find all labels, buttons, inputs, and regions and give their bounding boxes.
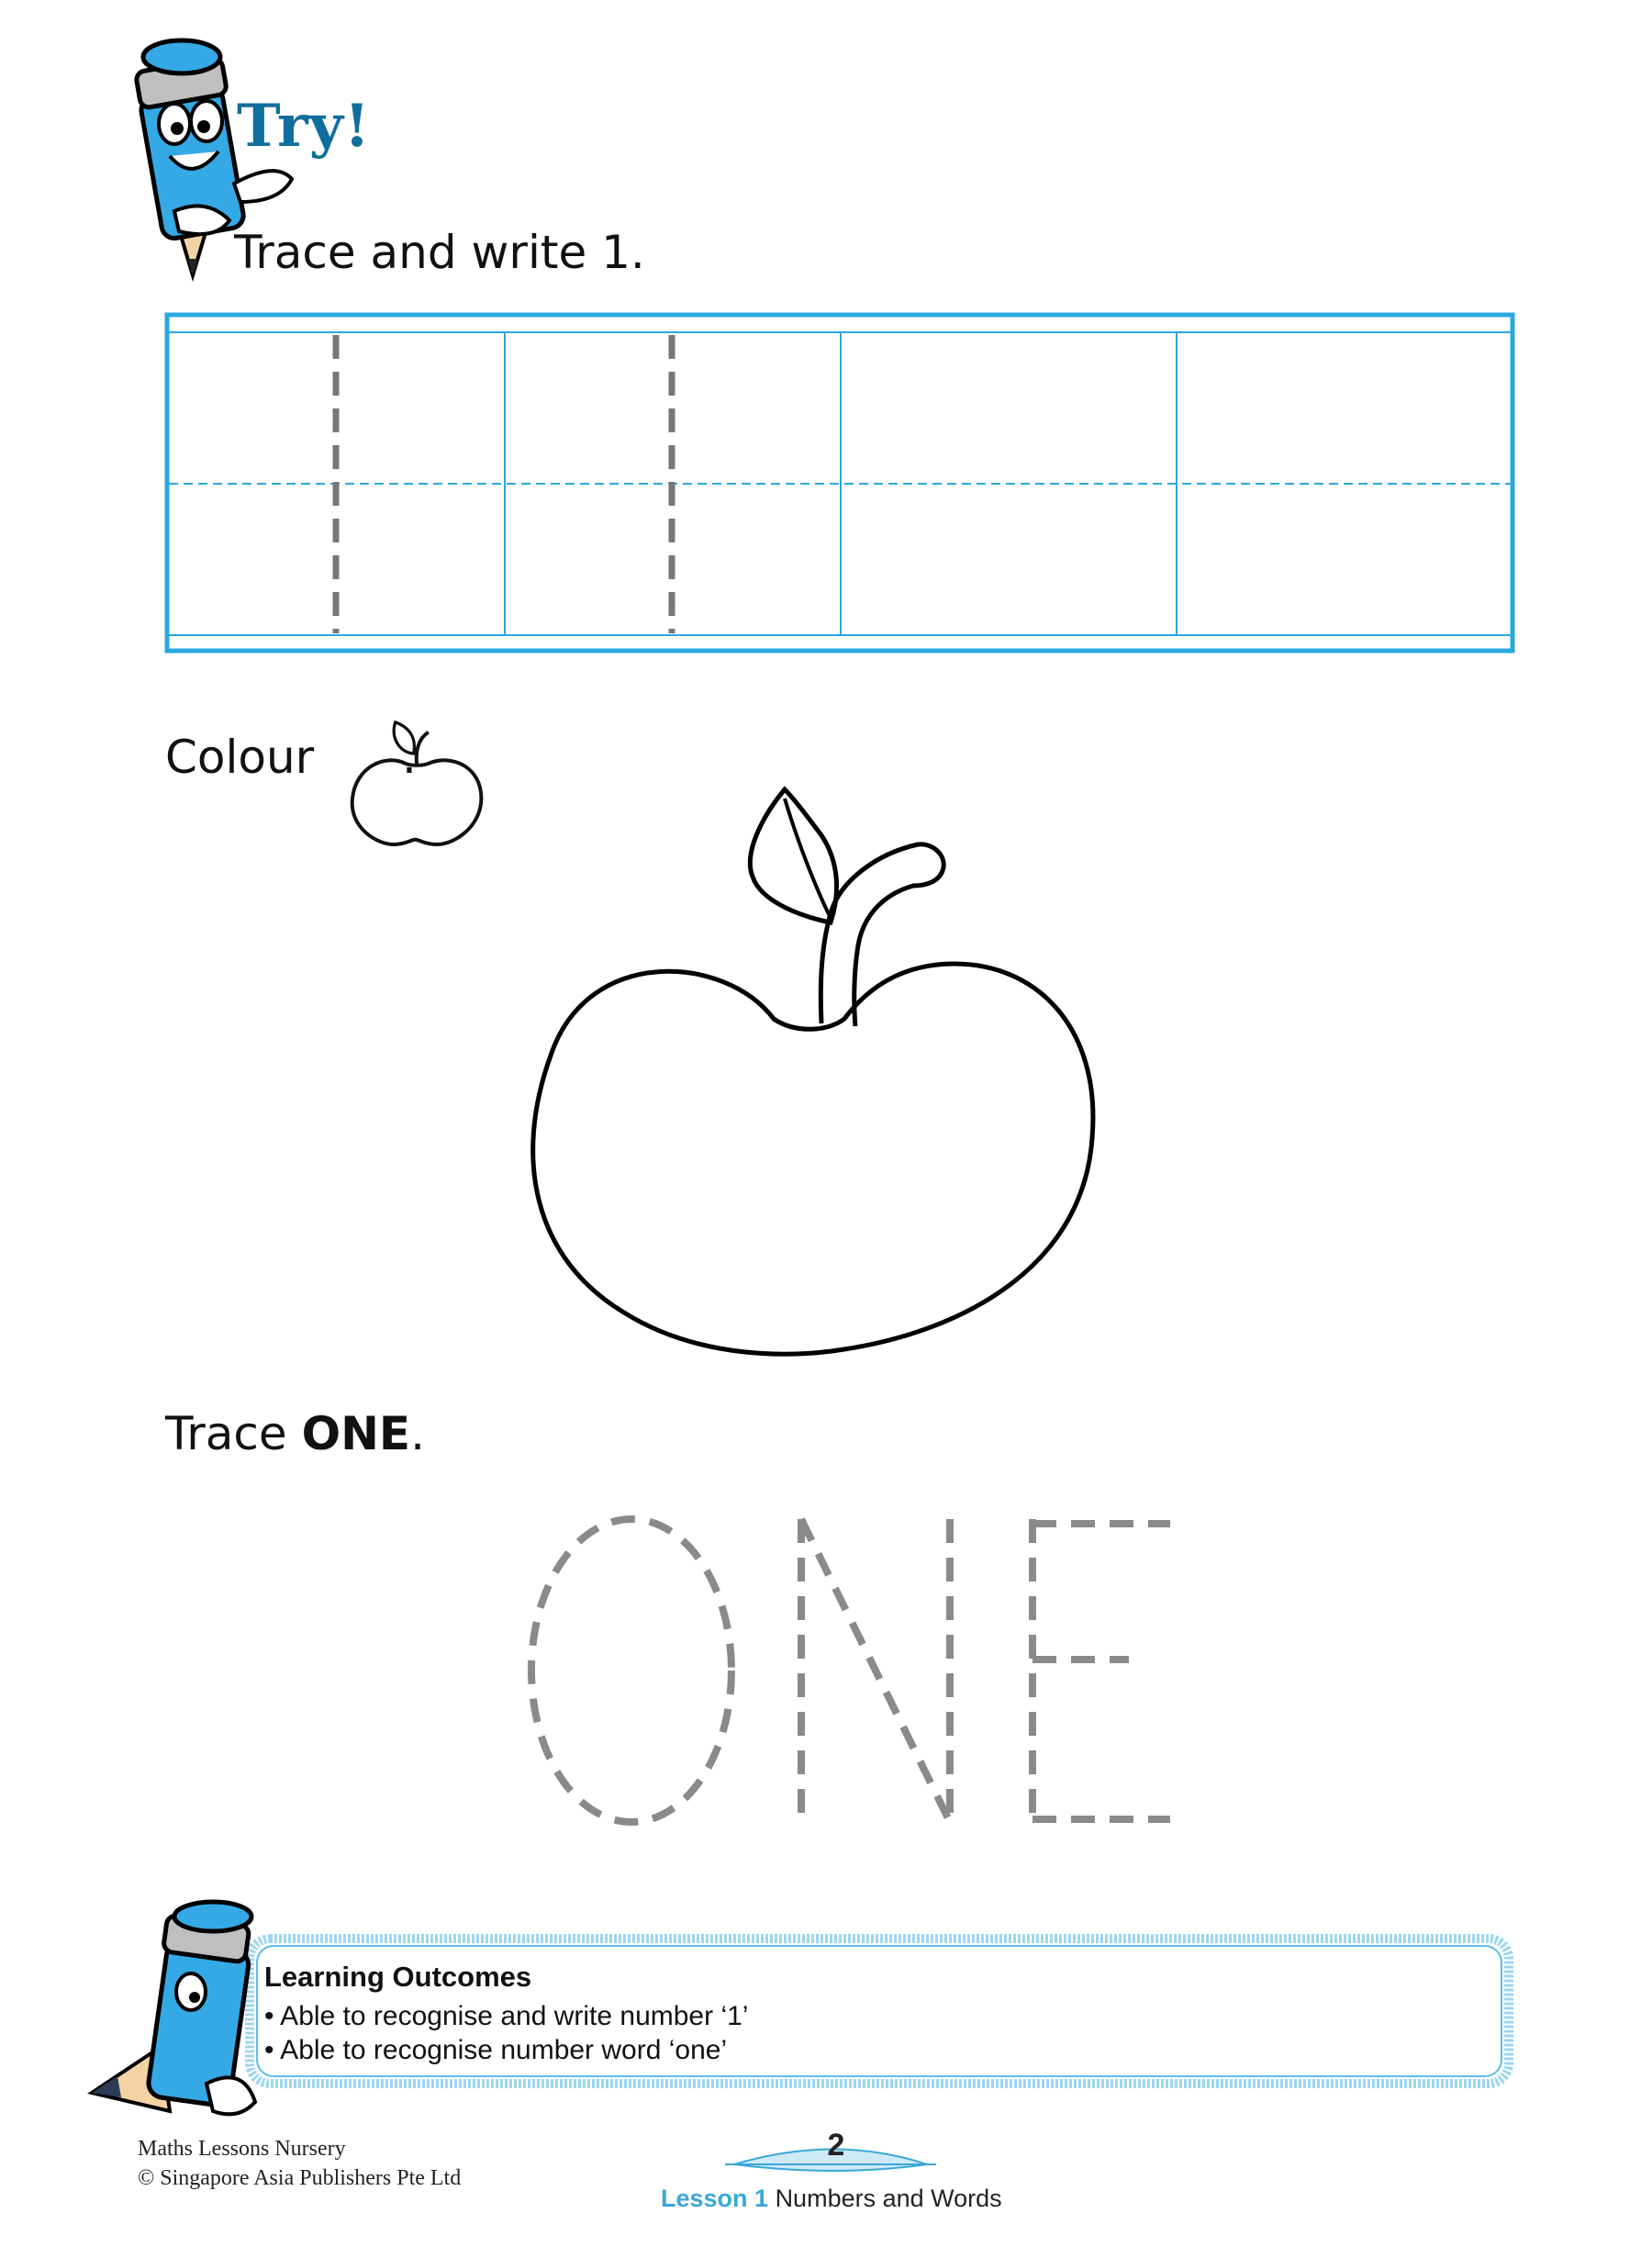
footer-lesson: [661, 2185, 1002, 2213]
apple-outline: [533, 789, 1093, 1354]
footer-series: Maths Lessons Nursery: [138, 2137, 346, 2161]
lesson-label: Lesson 1: [661, 2185, 769, 2212]
learning-outcome-item: • Able to recognise and write number ‘1’: [264, 2001, 749, 2031]
instruction-colour: Colour: [165, 731, 315, 784]
page-number: 2: [827, 2128, 845, 2163]
tracing-box: [167, 315, 1512, 651]
trace-letter-n-diag: [801, 1519, 950, 1822]
footer-copyright: © Singapore Asia Publishers Pte Ltd: [138, 2166, 462, 2190]
instruction-trace-write: Trace and write 1.: [234, 226, 645, 279]
learning-outcomes-title: Learning Outcomes: [264, 1961, 532, 1993]
instruction-trace-period: .: [410, 1407, 425, 1460]
tracing-word-one: [531, 1519, 1170, 1822]
pencil-mascot-icon: [92, 1902, 255, 2114]
page-title: Try!: [237, 92, 371, 161]
instruction-trace-target: ONE: [301, 1407, 411, 1460]
trace-letter-o: [531, 1519, 731, 1822]
instruction-trace-word: [165, 1407, 425, 1460]
apple-icon: [352, 722, 482, 844]
instruction-colour-period: .: [402, 731, 417, 784]
lesson-topic: Numbers and Words: [775, 2185, 1002, 2212]
learning-outcome-item: • Able to recognise number word ‘one’: [264, 2035, 728, 2065]
instruction-trace-prefix: Trace: [165, 1407, 287, 1460]
